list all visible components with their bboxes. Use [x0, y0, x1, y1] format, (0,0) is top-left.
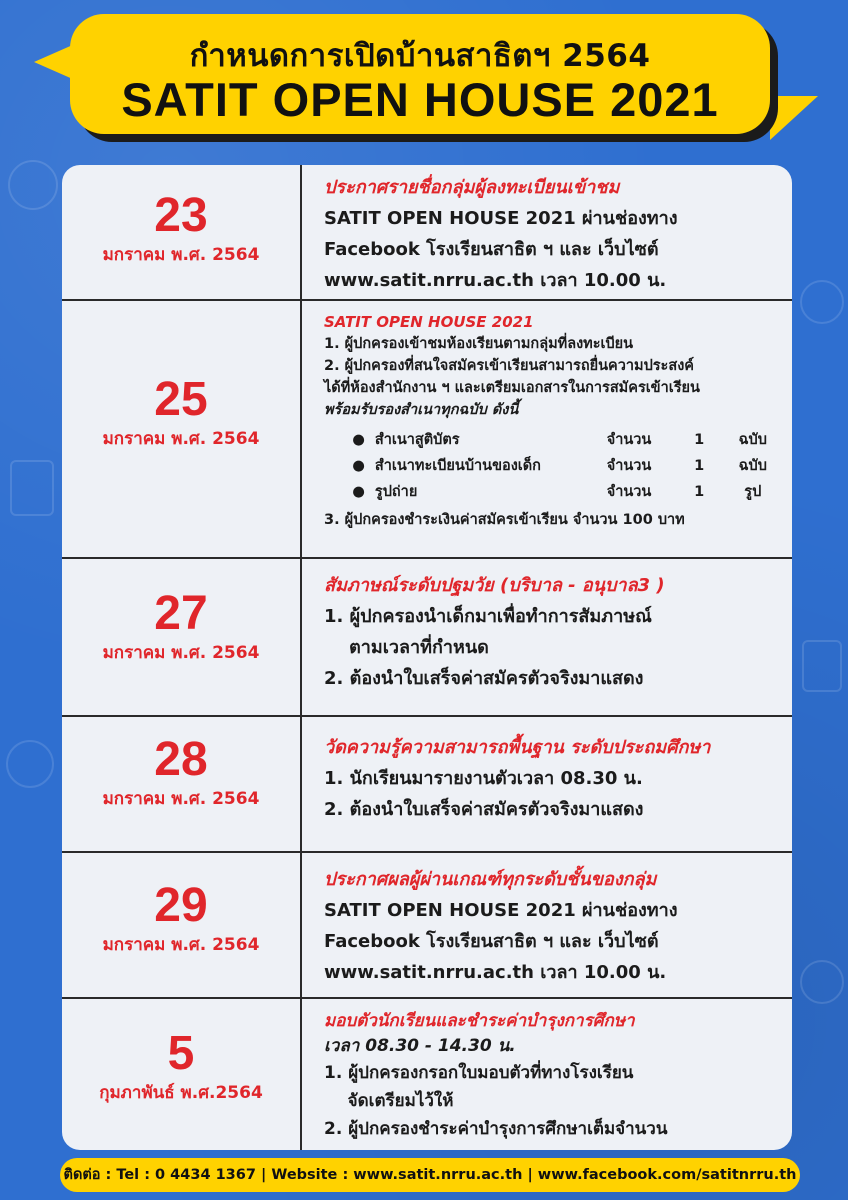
document-qty: 1 [694, 432, 705, 448]
date-block [62, 881, 300, 957]
schedule-line: 1. นักเรียนมารายงานตัวเวลา 08.30 น. [324, 768, 643, 789]
doodle-circle [8, 160, 58, 210]
bullet-icon: ● [352, 458, 365, 474]
date-block [62, 589, 300, 665]
document-unit: รูป [744, 484, 762, 500]
schedule-row [62, 165, 792, 299]
schedule-heading: ประกาศรายชื่อกลุ่มผู้ลงทะเบียนเข้าชม [324, 177, 620, 198]
document-qty-label: จำนวน [606, 484, 652, 500]
column-divider [300, 301, 302, 559]
schedule-line: SATIT OPEN HOUSE 2021 ผ่านช่องทาง [324, 900, 678, 921]
schedule-line: 2. ผู้ปกครองชำระค่าบำรุงการศึกษาเต็มจำนวน [324, 1119, 668, 1139]
schedule-content [324, 311, 782, 531]
date-month: มกราคม พ.ศ. 2564 [102, 429, 260, 449]
schedule-line: 1. ผู้ปกครองเข้าชมห้องเรียนตามกลุ่มที่ลงทะเบียน [324, 336, 634, 352]
header-banner [70, 14, 770, 134]
date-day: 28 [154, 733, 208, 786]
schedule-row [62, 557, 792, 717]
document-unit: ฉบับ [738, 458, 767, 474]
title-english: SATIT OPEN HOUSE 2021 [121, 73, 719, 126]
schedule-line: www.satit.nrru.ac.th เวลา 10.00 น. [324, 270, 667, 291]
schedule-row [62, 715, 792, 853]
doodle-notebook [802, 640, 842, 692]
schedule-line: ได้ที่ห้องสำนักงาน ฯ และเตรียมเอกสารในการสมัครเข้าเรียน [324, 380, 700, 396]
bullet-icon: ● [352, 484, 365, 500]
schedule-line: 2. ผู้ปกครองที่สนใจสมัครเข้าเรียนสามารถยื่นความประสงค์ [324, 358, 694, 374]
schedule-heading: มอบตัวนักเรียนและชำระค่าบำรุงการศึกษา [324, 1011, 635, 1031]
date-day: 29 [154, 879, 208, 932]
schedule-line: จัดเตรียมไว้ให้ [324, 1091, 454, 1111]
schedule-line: SATIT OPEN HOUSE 2021 ผ่านช่องทาง [324, 208, 678, 229]
date-month: มกราคม พ.ศ. 2564 [102, 789, 260, 809]
date-month: มกราคม พ.ศ. 2564 [102, 245, 260, 265]
schedule-line: Facebook โรงเรียนสาธิต ฯ และ เว็บไซต์ [324, 239, 659, 260]
schedule-content [324, 571, 782, 694]
column-divider [300, 165, 302, 299]
date-block [62, 375, 300, 451]
document-item [324, 453, 782, 479]
schedule-content [324, 173, 782, 296]
column-divider [300, 853, 302, 999]
date-block [62, 1029, 300, 1105]
doodle-calculator [10, 460, 54, 516]
column-divider [300, 717, 302, 853]
schedule-line: 2. ต้องนำใบเสร็จค่าสมัครตัวจริงมาแสดง [324, 799, 644, 820]
document-item [324, 427, 782, 453]
date-day: 27 [154, 587, 208, 640]
date-day: 25 [154, 373, 208, 426]
schedule-line: 2. ต้องนำใบเสร็จค่าสมัครตัวจริงมาแสดง [324, 668, 644, 689]
doodle-circle [800, 280, 844, 324]
document-qty: 1 [694, 458, 705, 474]
schedule-row [62, 997, 792, 1150]
schedule-heading: ประกาศผลผู้ผ่านเกณฑ์ทุกระดับชั้นของกลุ่ม [324, 869, 657, 890]
document-name: รูปถ่าย [374, 484, 418, 500]
schedule-line: 1. ผู้ปกครองกรอกใบมอบตัวที่ทางโรงเรียน [324, 1063, 634, 1083]
contact-footer: ติดต่อ : Tel : 0 4434 1367 | Website : www.satit.nrru.ac.th | www.facebook.com/satitnrru.th [60, 1158, 800, 1192]
document-qty: 1 [694, 484, 705, 500]
date-month: มกราคม พ.ศ. 2564 [102, 935, 260, 955]
date-month: กุมภาพันธ์ พ.ศ.2564 [99, 1083, 263, 1103]
schedule-content [324, 865, 782, 988]
date-month: มกราคม พ.ศ. 2564 [102, 643, 260, 663]
banner-tail-right [770, 96, 818, 140]
document-unit: ฉบับ [738, 432, 767, 448]
column-divider [300, 559, 302, 717]
document-name: สำเนาสูติบัตร [374, 432, 460, 448]
document-qty-label: จำนวน [606, 458, 652, 474]
schedule-heading: SATIT OPEN HOUSE 2021 [324, 313, 534, 331]
doodle-circle [800, 960, 844, 1004]
date-block [62, 191, 300, 267]
schedule-row [62, 299, 792, 559]
schedule-heading: สัมภาษณ์ระดับปฐมวัย (บริบาล - อนุบาล3 ) [324, 575, 665, 596]
schedule-heading: วัดความรู้ความสามารถพื้นฐาน ระดับประถมศึกษา [324, 737, 711, 758]
schedule-content [324, 1009, 782, 1143]
schedule-line: www.satit.nrru.ac.th เวลา 10.00 น. [324, 962, 667, 983]
doodle-circle [6, 740, 54, 788]
schedule-line: 3. ผู้ปกครองชำระเงินค่าสมัครเข้าเรียน จำนวน 100 บาท [324, 512, 685, 528]
schedule-line-italic: พร้อมรับรองสำเนาทุกฉบับ ดังนี้ [324, 402, 519, 418]
title-thai: กำหนดการเปิดบ้านสาธิตฯ 2564 [189, 38, 651, 74]
date-day: 23 [154, 189, 208, 242]
date-day: 5 [167, 1027, 195, 1080]
schedule-row [62, 851, 792, 999]
date-block [62, 735, 300, 811]
schedule-line: 1. ผู้ปกครองนำเด็กมาเพื่อทำการสัมภาษณ์ [324, 606, 652, 627]
schedule-panel [62, 165, 792, 1150]
document-name: สำเนาทะเบียนบ้านของเด็ก [374, 458, 541, 474]
schedule-line: Facebook โรงเรียนสาธิต ฯ และ เว็บไซต์ [324, 931, 659, 952]
schedule-content [324, 733, 782, 825]
document-item [324, 479, 782, 505]
document-qty-label: จำนวน [606, 432, 652, 448]
column-divider [300, 999, 302, 1150]
schedule-subheading: เวลา 08.30 - 14.30 น. [324, 1036, 516, 1056]
bullet-icon: ● [352, 432, 365, 448]
schedule-line: ตามเวลาที่กำหนด [324, 637, 489, 658]
